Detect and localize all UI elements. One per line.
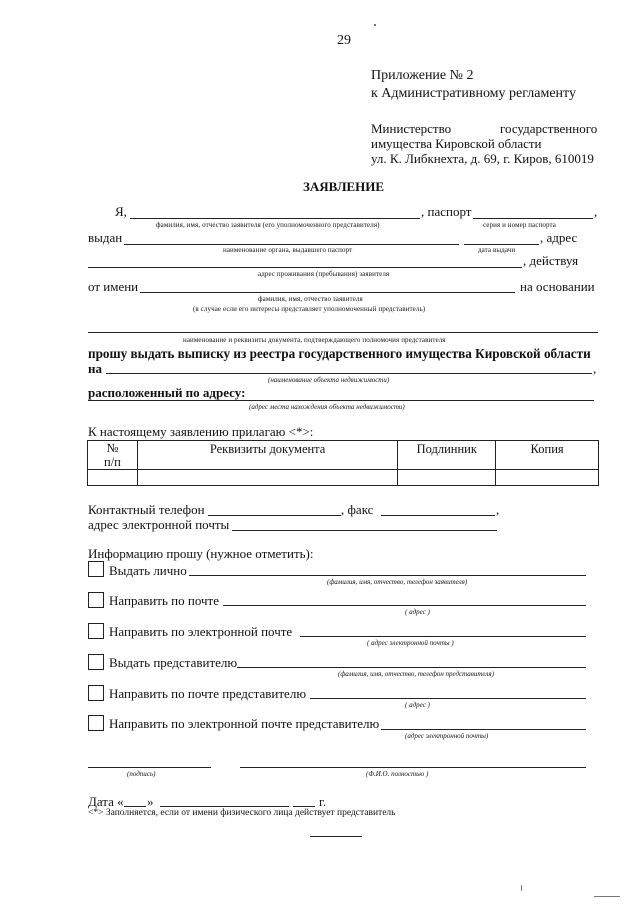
appendix-line-2: к Административному регламенту	[371, 86, 576, 101]
label-on-behalf: от имени	[88, 279, 139, 294]
addressee-line-1b: государственного	[500, 121, 598, 136]
date-day-field[interactable]	[124, 806, 146, 807]
option-in-person-label: Выдать лично	[109, 563, 187, 578]
hint-authority-document: наименование и реквизиты документа, подтверждающего полномочия представителя	[183, 336, 446, 344]
label-located: расположенный по адресу:	[88, 385, 246, 400]
addressee-line-3: ул. К. Либкнехта, д. 69, г. Киров, 610019	[371, 151, 594, 166]
label-date: Дата «	[88, 794, 124, 809]
scan-speck	[374, 24, 376, 26]
label-on: на	[88, 361, 102, 376]
checkbox-to-representative[interactable]	[88, 654, 104, 670]
footnote-divider	[310, 836, 362, 837]
label-issued: выдан	[88, 230, 123, 245]
hint-signature: (подпись)	[127, 770, 156, 778]
document-title: ЗАЯВЛЕНИЕ	[303, 179, 385, 194]
addressee-line-2: имущества Кировской области	[371, 136, 542, 151]
checkbox-by-mail[interactable]	[88, 592, 104, 608]
option-in-person-field[interactable]	[189, 575, 586, 576]
scan-mark	[594, 896, 620, 897]
option-by-mail-hint: ( адрес )	[405, 608, 430, 616]
email-field[interactable]	[232, 530, 497, 531]
col-number-label-2: п/п	[104, 455, 121, 469]
hint-issuer: наименование органа, выдавшего паспорт	[223, 246, 353, 254]
contacts-comma: ,	[496, 502, 500, 517]
appendix-line-1: Приложение № 2	[371, 68, 474, 83]
option-by-email-field[interactable]	[300, 636, 586, 637]
checkbox-email-to-representative[interactable]	[88, 715, 104, 731]
col-copy: Копия	[496, 441, 599, 470]
col-original: Подлинник	[398, 441, 496, 470]
label-acting: , действуя	[523, 253, 579, 268]
passport-number-field[interactable]	[473, 218, 593, 219]
fax-field[interactable]	[381, 515, 495, 516]
cell-number[interactable]	[88, 470, 138, 486]
checkbox-by-email[interactable]	[88, 623, 104, 639]
option-mail-to-representative-hint: ( адрес )	[405, 701, 430, 709]
label-ya: Я,	[115, 204, 127, 219]
hint-property-name: (наименование объекта недвижимости)	[268, 376, 390, 384]
hint-applicant-fio: фамилия, имя, отчество заявителя (его уполномоченного представителя)	[156, 221, 380, 229]
hint-residence: адрес проживания (пребывания) заявителя	[258, 270, 390, 278]
attachments-table	[87, 440, 599, 486]
footnote: <*> Заполняется, если от имени физического лица действует представитель	[88, 808, 396, 818]
represented-person-field[interactable]	[140, 292, 515, 293]
date-year-field[interactable]	[293, 806, 315, 807]
property-address-field[interactable]	[88, 400, 594, 401]
option-by-mail-label: Направить по почте	[109, 593, 219, 608]
applicant-name-field[interactable]	[130, 218, 420, 219]
option-mail-to-representative-label: Направить по почте представителю	[109, 686, 307, 701]
date-month-field[interactable]	[160, 806, 289, 807]
passport-date-field[interactable]	[464, 244, 539, 245]
table-row	[88, 470, 599, 486]
label-fax: , факс	[341, 502, 374, 517]
hint-full-name: (Ф.И.О. полностью )	[366, 770, 429, 778]
passport-issuer-field[interactable]	[124, 244, 459, 245]
phone-field[interactable]	[208, 515, 341, 516]
col-details: Реквизиты документа	[137, 441, 397, 470]
residence-address-field[interactable]	[88, 267, 522, 268]
cell-copy[interactable]	[496, 470, 599, 486]
comma: ,	[594, 204, 598, 219]
checkbox-mail-to-representative[interactable]	[88, 685, 104, 701]
hint-representative: (в случае если его интересы представляет уполномоченный представитель)	[193, 305, 426, 313]
option-email-to-representative-label: Направить по электронной почте представителю	[109, 716, 380, 731]
cell-details[interactable]	[137, 470, 397, 486]
label-email: адрес электронной почты	[88, 517, 230, 532]
request-text: прошу выдать выписку из реестра государственного имущества Кировской области	[88, 346, 591, 361]
option-mail-to-representative-field[interactable]	[310, 698, 586, 699]
cell-original[interactable]	[398, 470, 496, 486]
label-passport: , паспорт	[421, 204, 472, 219]
option-by-mail-field[interactable]	[223, 605, 586, 606]
option-by-email-hint: ( адрес электронной почты )	[367, 639, 454, 647]
request-comma: ,	[593, 361, 597, 376]
option-email-to-representative-field[interactable]	[381, 729, 586, 730]
hint-fio-2: фамилия, имя, отчество заявителя	[258, 295, 363, 303]
hint-property-address: (адрес места нахождения объекта недвижимости)	[249, 403, 405, 411]
option-by-email-label: Направить по электронной почте	[109, 624, 293, 639]
addressee-line-1a: Министерство	[371, 121, 452, 136]
hint-passport-series: серия и номер паспорта	[483, 221, 556, 229]
option-to-representative-field[interactable]	[237, 667, 586, 668]
attachments-intro: К настоящему заявлению прилагаю <*>:	[88, 424, 314, 439]
hint-issue-date: дата выдачи	[478, 246, 516, 254]
page-number: 29	[337, 33, 351, 48]
property-name-field[interactable]	[106, 373, 592, 374]
col-number	[88, 441, 138, 470]
full-name-field[interactable]	[240, 767, 586, 768]
delivery-intro: Информацию прошу (нужное отметить):	[88, 546, 314, 561]
option-to-representative-hint: (фамилия, имя, отчество, телефон представителя)	[338, 670, 494, 678]
label-date-close: »	[147, 794, 154, 809]
option-email-to-representative-hint: (адрес электронной почты)	[405, 732, 489, 740]
scan-speck	[521, 885, 522, 891]
label-on-basis: на основании	[520, 279, 595, 294]
option-to-representative-label: Выдать представителю	[109, 655, 238, 670]
label-phone: Контактный телефон	[88, 502, 205, 517]
authority-document-field[interactable]	[88, 332, 598, 333]
option-in-person-hint: (фамилия, имя, отчество, телефон заявителя)	[327, 578, 468, 586]
label-address: , адрес	[540, 230, 578, 245]
signature-field[interactable]	[88, 767, 211, 768]
col-number-label-1: №	[106, 441, 119, 455]
label-year: г.	[319, 794, 327, 809]
checkbox-in-person[interactable]	[88, 561, 104, 577]
